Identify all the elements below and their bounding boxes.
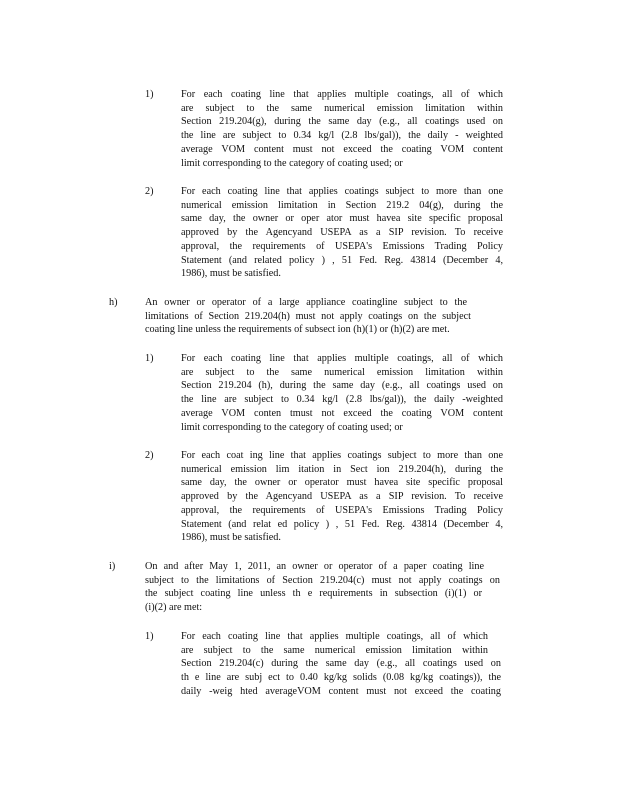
text-line: are subject to the same numerical emission limitation within [181, 644, 488, 656]
text-line: approval, the requirements of USEPA's Emissions Trading Policy [181, 240, 503, 252]
item-text [181, 352, 503, 434]
item-text [181, 449, 503, 545]
text-line: approval, the requirements of USEPA's Emissions Trading Policy [181, 504, 503, 516]
text-line: For each coating line that applies multiple coatings, all of which [181, 89, 503, 100]
text-line: coating line unless the requirements of subsect ion (h)(1) or (h)(2) are met. [145, 324, 450, 336]
text-line: 1986), must be satisfied. [181, 268, 281, 280]
item-label: 2) [145, 186, 154, 197]
text-line: For each coating line that applies coatings subject to more than one [181, 186, 503, 197]
text-line: average VOM content must not exceed the coating VOM content [181, 143, 503, 155]
item-text [181, 88, 503, 170]
text-line: same day, the owner or operator must havea site specific proposal [181, 477, 503, 489]
item-label: i) [109, 561, 116, 572]
text-line: the line are subject to 0.34 kg/l (2.8 lbs/gal)), the daily - weighted [181, 130, 503, 142]
text-line: th e line are subj ect to 0.40 kg/kg solids (0.08 kg/kg coatings)), the [181, 672, 501, 684]
item-label: 2) [145, 450, 154, 461]
text-line: Statement (and related policy ) , 51 Fed. Reg. 43814 (December 4, [181, 254, 503, 266]
text-line: same day, the owner or oper ator must havea site specific proposal [181, 213, 503, 225]
text-line: are subject to the same numerical emission limitation within [181, 366, 503, 378]
text-line: limitations of Section 219.204(h) must not apply coatings on the subject [145, 310, 471, 322]
text-line: Section 219.204(g), during the same day (e.g., all coatings used on [181, 116, 503, 128]
text-line: An owner or operator of a large appliance coatingline subject to the [145, 297, 467, 308]
text-line: average VOM conten tmust not exceed the coating VOM content [181, 407, 503, 419]
text-line: For each coat ing line that applies coatings subject to more than one [181, 450, 503, 461]
item-label: 1) [145, 631, 154, 642]
item-label: 1) [145, 89, 154, 100]
text-line: Section 219.204 (h), during the same day (e.g., all coatings used on [181, 380, 503, 392]
text-line: limit corresponding to the category of coating used; or [181, 421, 403, 433]
text-line: limit corresponding to the category of coating used; or [181, 157, 403, 169]
item-label: 1) [145, 353, 154, 364]
text-line: (i)(2) are met: [145, 602, 203, 614]
item-text [145, 296, 499, 337]
text-line: numerical emission limitation in Section 219.2 04(g), during the [181, 199, 503, 211]
text-line: subject to the limitations of Section 219.204(c) must not apply coatings on [145, 574, 500, 586]
item-text [181, 185, 503, 281]
text-line: daily -weig hted averageVOM content must not exceed the coating [181, 685, 501, 697]
item-text [181, 630, 501, 699]
text-line: approved by the Agencyand USEPA as a SIP revision. To receive [181, 491, 503, 503]
text-line: 1986), must be satisfied. [181, 532, 281, 544]
text-line: approved by the Agencyand USEPA as a SIP revision. To receive [181, 227, 503, 239]
text-line: Section 219.204(c) during the same day (e.g., all coatings used on [181, 658, 501, 670]
item-text [145, 560, 500, 615]
text-line: Statement (and relat ed policy ) , 51 Fed. Reg. 43814 (December 4, [181, 518, 503, 530]
text-line: On and after May 1, 2011, an owner or operator of a paper coating line [145, 561, 484, 572]
text-line: the line are subject to 0.34 kg/l (2.8 lbs/gal)), the daily -weighted [181, 394, 503, 406]
text-line: numerical emission lim itation in Sect ion 219.204(h), during the [181, 463, 503, 475]
item-label: h) [109, 297, 118, 308]
text-line: For each coating line that applies multiple coatings, all of which [181, 353, 503, 364]
text-line: For each coating line that applies multiple coatings, all of which [181, 631, 488, 642]
text-line: are subject to the same numerical emission limitation within [181, 102, 503, 114]
text-line: the subject coating line unless th e requirements in subsection (i)(1) or [145, 588, 482, 600]
